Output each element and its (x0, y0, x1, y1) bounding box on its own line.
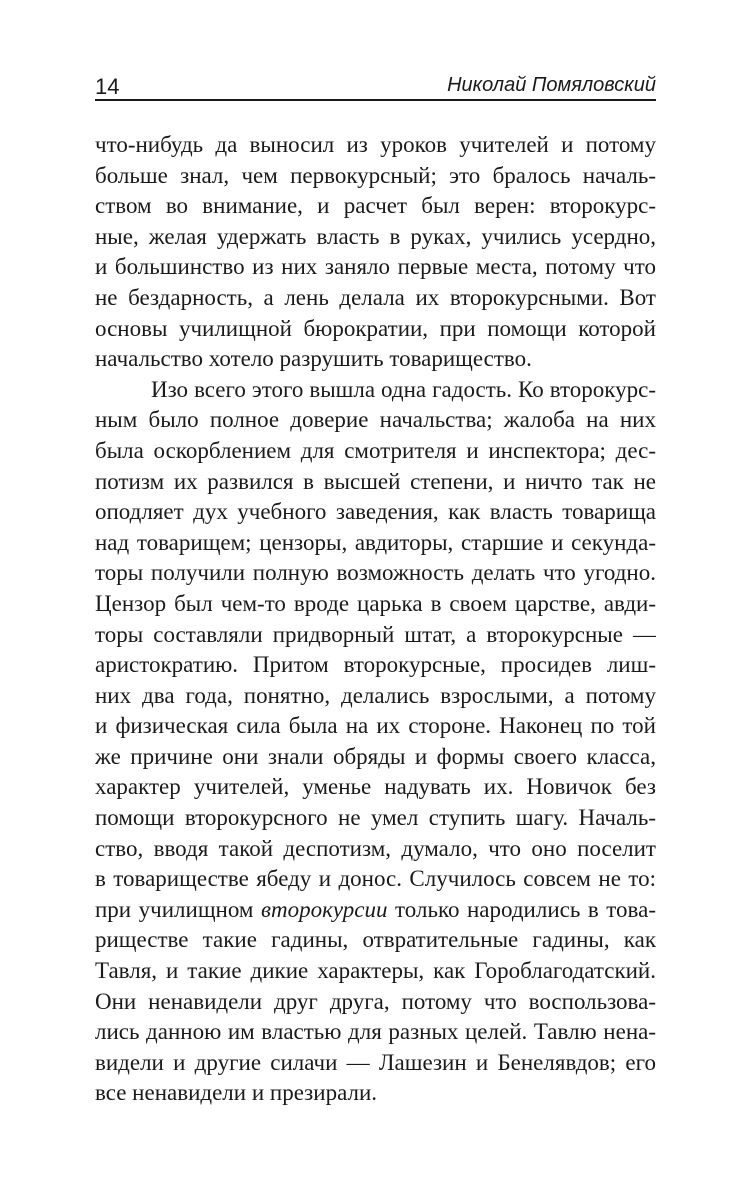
text-line: в товариществе ябеду и донос. Случилось совсем не то: (95, 866, 656, 892)
text-line: аристократию. Притом второкурсные, просидев лиш- (95, 652, 656, 678)
text-line: все ненавидели и презирали. (95, 1080, 378, 1106)
page-header (95, 70, 656, 100)
text-line: и большинство из них заняло первые места, потому что (95, 254, 656, 280)
text-line: что-нибудь да выносил из уроков учителей и потому (95, 132, 656, 157)
text-line: Изо всего этого вышла одна гадость. Ко второкурс- (151, 376, 656, 402)
italic-term: второкурсии (261, 896, 388, 922)
text-line: оподляет дух учебного заведения, как власть товарища (95, 499, 656, 525)
text-line: характер учителей, уменье надувать их. Новичок без (95, 774, 656, 800)
body-text (95, 130, 656, 1109)
text-line: и физическая сила была на их стороне. Наконец по той (95, 713, 656, 739)
text-segment: только народились в това- (387, 896, 656, 922)
text-line: Тавля, и такие дикие характеры, как Гороблагодатский. (95, 958, 656, 984)
text-line: больше знал, чем первокурсный; это бралось началь- (95, 162, 656, 188)
text-line: них два года, понятно, делались взрослыми, а потому (95, 682, 656, 708)
text-line: помощи второкурсного не умел ступить шагу. Началь- (95, 805, 656, 831)
text-line: над товарищем; цензоры, авдиторы, старшие и секунда- (95, 529, 656, 555)
page-number: 14 (95, 74, 120, 99)
text-line: ством во внимание, и расчет был верен: второкурс- (95, 193, 656, 219)
text-segment: при училищном (95, 896, 262, 922)
running-title: Николай Помяловский (447, 74, 656, 96)
text-line: видели и другие силачи — Лашезин и Бенелявдов; его (95, 1049, 656, 1075)
text-line: не бездарность, а лень делала их второкурсными. Вот (95, 284, 656, 310)
text-line: основы училищной бюрократии, при помощи которой (95, 315, 656, 341)
text-line: Они ненавидели друг друга, потому что воспользова- (95, 988, 656, 1014)
text-line: же причине они знали обряды и формы своего класса, (95, 743, 656, 769)
text-line: риществе такие гадины, отвратительные гадины, как (95, 927, 656, 953)
text-line: ство, вводя такой деспотизм, думало, что оно поселит (95, 835, 656, 861)
text-line: была оскорблением для смотрителя и инспектора; дес- (95, 437, 656, 463)
text-line: ные, желая удержать власть в руках, учились усердно, (95, 223, 656, 249)
text-line-with-italic (95, 895, 656, 926)
text-line: начальство хотело разрушить товарищество. (95, 346, 532, 372)
header-rule (95, 99, 656, 101)
text-line: торы получили полную возможность делать что угодно. (95, 560, 656, 586)
text-line: потизм их развился в высшей степени, и ничто так не (95, 468, 656, 494)
text-line: торы составляли придворный штат, а второкурсные — (95, 621, 656, 647)
text-line: лись данною им властью для разных целей. Тавлю нена- (95, 1019, 656, 1045)
text-line: ным было полное доверие начальства; жалоба на них (95, 407, 656, 433)
text-line: Цензор был чем-то вроде царька в своем царстве, авди- (95, 590, 656, 616)
